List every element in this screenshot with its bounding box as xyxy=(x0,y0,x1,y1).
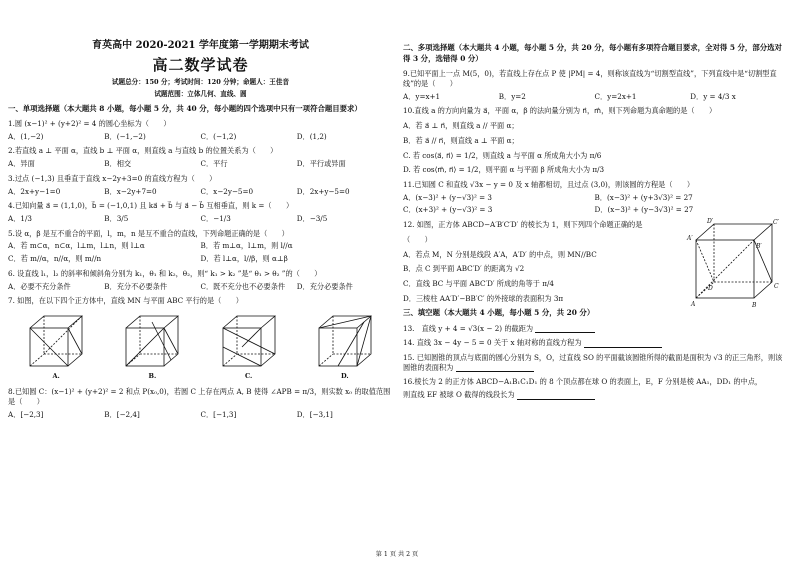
q7-figure-d xyxy=(309,310,381,382)
q5-option-c: C．若 m//α，n//α，则 m//n xyxy=(8,254,102,264)
left-column xyxy=(8,38,393,419)
question-9 xyxy=(403,69,786,101)
question-7 xyxy=(8,296,393,382)
q3-stem: 3.过点 (−1,3) 且垂直于直线 x−2y+3=0 的直线方程为（ ） xyxy=(8,173,217,183)
q2-option-c: C．平行 xyxy=(200,159,228,169)
q15-text: 15. 已知圆锥的顶点与底面的圆心分别为 S，O，过直线 SO 的平面截该圆锥所得的截面是面积为 √3 的正三角形，则该圆锥的表面积为 xyxy=(403,352,783,372)
q5-option-a: A．若 m⊂α，n⊂α，l⊥m，l⊥n，则 l⊥α xyxy=(8,241,145,251)
q12-option-c: C．直线 BC 与平面 ABC′D′ 所成的角等于 π/4 xyxy=(403,279,554,288)
cube-label-d: D xyxy=(708,285,713,293)
question-10 xyxy=(403,106,786,175)
q2-option-a: A．异面 xyxy=(8,159,35,169)
q11-option-a: A．(x−3)² + (y−√3)² = 3 xyxy=(403,192,492,202)
q7-figure-label-a: A. xyxy=(52,372,60,381)
right-column xyxy=(403,38,786,400)
q6-stem: 6. 设直线 l₁，l₂ 的斜率和倾斜角分别为 k₁，θ₁ 和 k₂，θ₂，则“ k₁ > k₂ ”是“ θ₁ > θ₂ ”的（ ） xyxy=(8,268,322,278)
cube-label-d-prime: D′ xyxy=(707,218,714,226)
q2-options xyxy=(8,159,393,169)
q4-options xyxy=(8,214,393,224)
q1-options xyxy=(8,132,393,142)
q16-line2 xyxy=(403,390,786,400)
cube-label-a: A xyxy=(691,301,696,309)
cube-figure-c xyxy=(217,310,281,372)
q2-option-b: B．相交 xyxy=(104,159,132,169)
q7-stem: 7. 如图，在以下四个正方体中，直线 MN 与平面 ABC 平行的是（ ） xyxy=(8,296,243,306)
q1-option-d: D．(1,2) xyxy=(296,131,327,141)
q8-option-a: A．[−2,3] xyxy=(8,409,44,419)
question-2 xyxy=(8,146,393,168)
q11-stem: 11.已知圆 C 和直线 √3x − y = 0 及 x 轴都相切，且过点 (3,0)，则该圆的方程是（ ） xyxy=(403,179,695,189)
q12-option-a: A．若点 M，N 分别是线段 A′A，A′D′ 的中点，则 MN//BC xyxy=(403,249,597,259)
q16-answer-blank[interactable] xyxy=(517,392,595,400)
question-3 xyxy=(8,174,393,196)
q2-option-d: D．平行或异面 xyxy=(296,159,346,169)
q5-option-b: B．若 m⊥α，l⊥m，则 l//α xyxy=(200,241,293,251)
q4-option-a: A．1/3 xyxy=(8,214,32,224)
q12-option-b: B．点 C 到平面 ABC′D′ 的距离为 √2 xyxy=(403,264,525,274)
exam-scope: 试题范围：立体几何、直线、圆 xyxy=(154,90,247,99)
q12-option-d: D．三棱柱 AA′D′−BB′C′ 的外接球的表面积为 3π xyxy=(403,293,564,303)
q7-figure-c xyxy=(213,310,285,382)
q10-option-a: A．若 a⃗ ⊥ n⃗，则直线 a // 平面 α； xyxy=(403,121,519,131)
q8-stem: 8.已知圆 C：(x−1)² + (y+2)² = 2 和点 P(x₀,0)，若圆 C 上存在两点 A, B 使得 ∠APB = π/3，则实数 x₀ 的取值范围是（ ） xyxy=(8,387,391,406)
q1-option-c: C．(−1,2) xyxy=(200,131,237,141)
q6-options xyxy=(8,282,393,292)
q1-option-a: A．(1,−2) xyxy=(8,131,44,141)
question-12 xyxy=(403,218,786,310)
q4-stem: 4.已知向量 a⃗ = (1,1,0)，b⃗ = (−1,0,1) 且 ka⃗ + b⃗ 与 a⃗ − b⃗ 互相垂直，则 k =（ ） xyxy=(8,201,294,211)
q4-option-b: B．3/5 xyxy=(104,214,129,224)
q6-option-d: D．充分必要条件 xyxy=(296,281,353,291)
cube-label-c-prime: C′ xyxy=(773,219,779,227)
q5-options-line2 xyxy=(8,254,393,264)
q11-options-line2 xyxy=(403,205,786,215)
section3-heading: 三、填空题（本大题共 4 小题，每小题 5 分，共 20 分） xyxy=(403,308,595,318)
school-line: 育英高中 2020-2021 学年度第一学期期末考试 xyxy=(92,40,309,51)
exam-title: 高二数学试卷 xyxy=(152,55,249,74)
q3-option-a: A．2x+y−1=0 xyxy=(8,186,61,196)
q7-figure-a xyxy=(20,310,92,382)
question-4 xyxy=(8,201,393,223)
q9-option-d: D．y = 4/3 x xyxy=(690,91,736,101)
q13-text: 13. 直线 y + 4 = √3(x − 2) 的截距为 xyxy=(403,323,534,333)
q8-options xyxy=(8,410,393,420)
question-5 xyxy=(8,229,393,264)
exam-header xyxy=(8,40,393,99)
q7-figure-label-d: D. xyxy=(341,372,349,381)
q10-option-d: D. 若 cos⟨m⃗, n⃗⟩ = 1/2，则平面 α 与平面 β 所成角大小为 π/3 xyxy=(403,165,605,175)
question-13 xyxy=(403,324,786,334)
q5-option-d: D．若 l⊥α，l//β，则 α⊥β xyxy=(200,254,288,264)
q1-stem: 1.圆 (x−1)² + (y+2)² = 4 的圆心坐标为（ ） xyxy=(8,119,171,129)
question-1 xyxy=(8,119,393,141)
q6-option-a: A．必要不充分条件 xyxy=(8,281,71,291)
cube-label-c: C xyxy=(774,283,779,291)
q9-stem: 9.已知平面上一点 M(5，0)，若直线上存在点 P 使 |PM| = 4，则称该直线为“切割型直线”，下列直线中是“切割型直线”的是（ ） xyxy=(403,69,777,88)
q7-figure-b xyxy=(116,310,188,382)
q3-option-c: C．x−2y−5=0 xyxy=(200,186,254,196)
cube-label-b-prime: B′ xyxy=(756,243,762,251)
q1-option-b: B．(−1,−2) xyxy=(104,131,146,141)
q4-option-d: D．−3/5 xyxy=(296,214,328,224)
q9-option-c: C．y=2x+1 xyxy=(594,91,637,101)
section1-heading: 一、单项选择题（本大题共 8 小题，每小题 5 分，共 40 分，每小题的四个选项中只有一项符合题目要求） xyxy=(8,103,362,113)
question-11 xyxy=(403,180,786,215)
q14-answer-blank[interactable] xyxy=(584,340,662,348)
question-16 xyxy=(403,377,786,399)
q5-options-line1 xyxy=(8,241,393,251)
question-6 xyxy=(8,269,393,291)
q11-option-d: D．(x−3)² + (y−3√3)² = 27 xyxy=(594,205,694,215)
q8-option-b: B．[−2,4] xyxy=(104,409,140,419)
q12-paren: （ ） xyxy=(403,234,432,244)
q11-option-c: C．(x+3)² + (y−√3)² = 3 xyxy=(403,205,493,215)
page-footer: 第 1 页 共 2 页 xyxy=(375,551,419,558)
q12-stem: 12. 如图，正方体 ABCD−A′B′C′D′ 的棱长为 1，则下列四个命题正确的是 xyxy=(403,220,643,230)
q11-option-b: B．(x−3)² + (y+3√3)² = 27 xyxy=(594,192,693,202)
q16-text-line1: 16.棱长为 2 的正方体 ABCD−A₁B₁C₁D₁ 的 8 个顶点都在球 O 的表面上，E，F 分别是棱 AA₁，DD₁ 的中点， xyxy=(403,377,763,387)
q3-option-b: B．x−2y+7=0 xyxy=(104,186,157,196)
q8-option-d: D．[−3,1] xyxy=(296,409,333,419)
q2-stem: 2.若直线 a ⊥ 平面 α，直线 b ⊥ 平面 α，则直线 a 与直线 b 的位置关系为（ ） xyxy=(8,146,278,156)
q15-answer-blank[interactable] xyxy=(456,364,534,372)
q13-answer-blank[interactable] xyxy=(535,325,595,333)
q3-option-d: D．2x+y−5=0 xyxy=(296,186,350,196)
q16-text-line2: 则直线 EF 被球 O 截得的线段长为 xyxy=(403,390,515,400)
question-14 xyxy=(403,338,786,348)
cube-figure-d xyxy=(313,310,377,372)
exam-meta: 试题总分：150 分；考试时间：120 分钟；命题人：王佳音 xyxy=(111,77,290,86)
cube-figure-b xyxy=(120,310,184,372)
q7-figure-label-c: C. xyxy=(244,372,253,381)
q7-figures xyxy=(8,310,393,382)
q8-option-c: C．[−1,3] xyxy=(200,409,237,419)
cube-label-a-prime: A′ xyxy=(687,235,693,243)
q14-text: 14. 直线 3x − 4y − 5 = 0 关于 x 轴对称的直线方程为 xyxy=(403,338,582,348)
q7-figure-label-b: B. xyxy=(148,372,157,381)
q5-stem: 5.设 α，β 是互不重合的平面，l，m，n 是互不重合的直线，下列命题正确的是（ ） xyxy=(8,228,289,238)
q10-stem: 10.直线 a 的方向向量为 a⃗，平面 α，β 的法向量分别为 n⃗，m⃗，则下列命题为真命题的是（ ） xyxy=(403,106,717,116)
q10-option-b: B．若 a⃗ // n⃗，则直线 a ⊥ 平面 α； xyxy=(403,135,519,145)
q11-options-line1 xyxy=(403,193,786,203)
q12-cube-figure xyxy=(684,218,784,310)
q4-option-c: C．−1/3 xyxy=(200,214,231,224)
q6-option-b: B．充分不必要条件 xyxy=(104,281,168,291)
cube-figure-a xyxy=(24,310,88,372)
section2-heading: 二、多项选择题（本大题共 4 小题，每小题 5 分，共 20 分，每小题有多项符合题目要求，全对得 5 分，部分选对得 3 分，选错得 0 分） xyxy=(403,43,782,64)
q9-option-b: B．y=2 xyxy=(498,91,526,101)
q6-option-c: C．既不充分也不必要条件 xyxy=(200,281,286,291)
q10-option-c: C. 若 cos⟨a⃗, n⃗⟩ = 1/2，则直线 a 与平面 α 所成角大小为 π/6 xyxy=(403,150,602,160)
cube-label-b: B xyxy=(752,302,757,310)
q9-option-a: A．y=x+1 xyxy=(403,91,441,101)
q3-options xyxy=(8,187,393,197)
question-15 xyxy=(403,353,786,372)
q9-options xyxy=(403,92,786,102)
question-8 xyxy=(8,387,393,419)
